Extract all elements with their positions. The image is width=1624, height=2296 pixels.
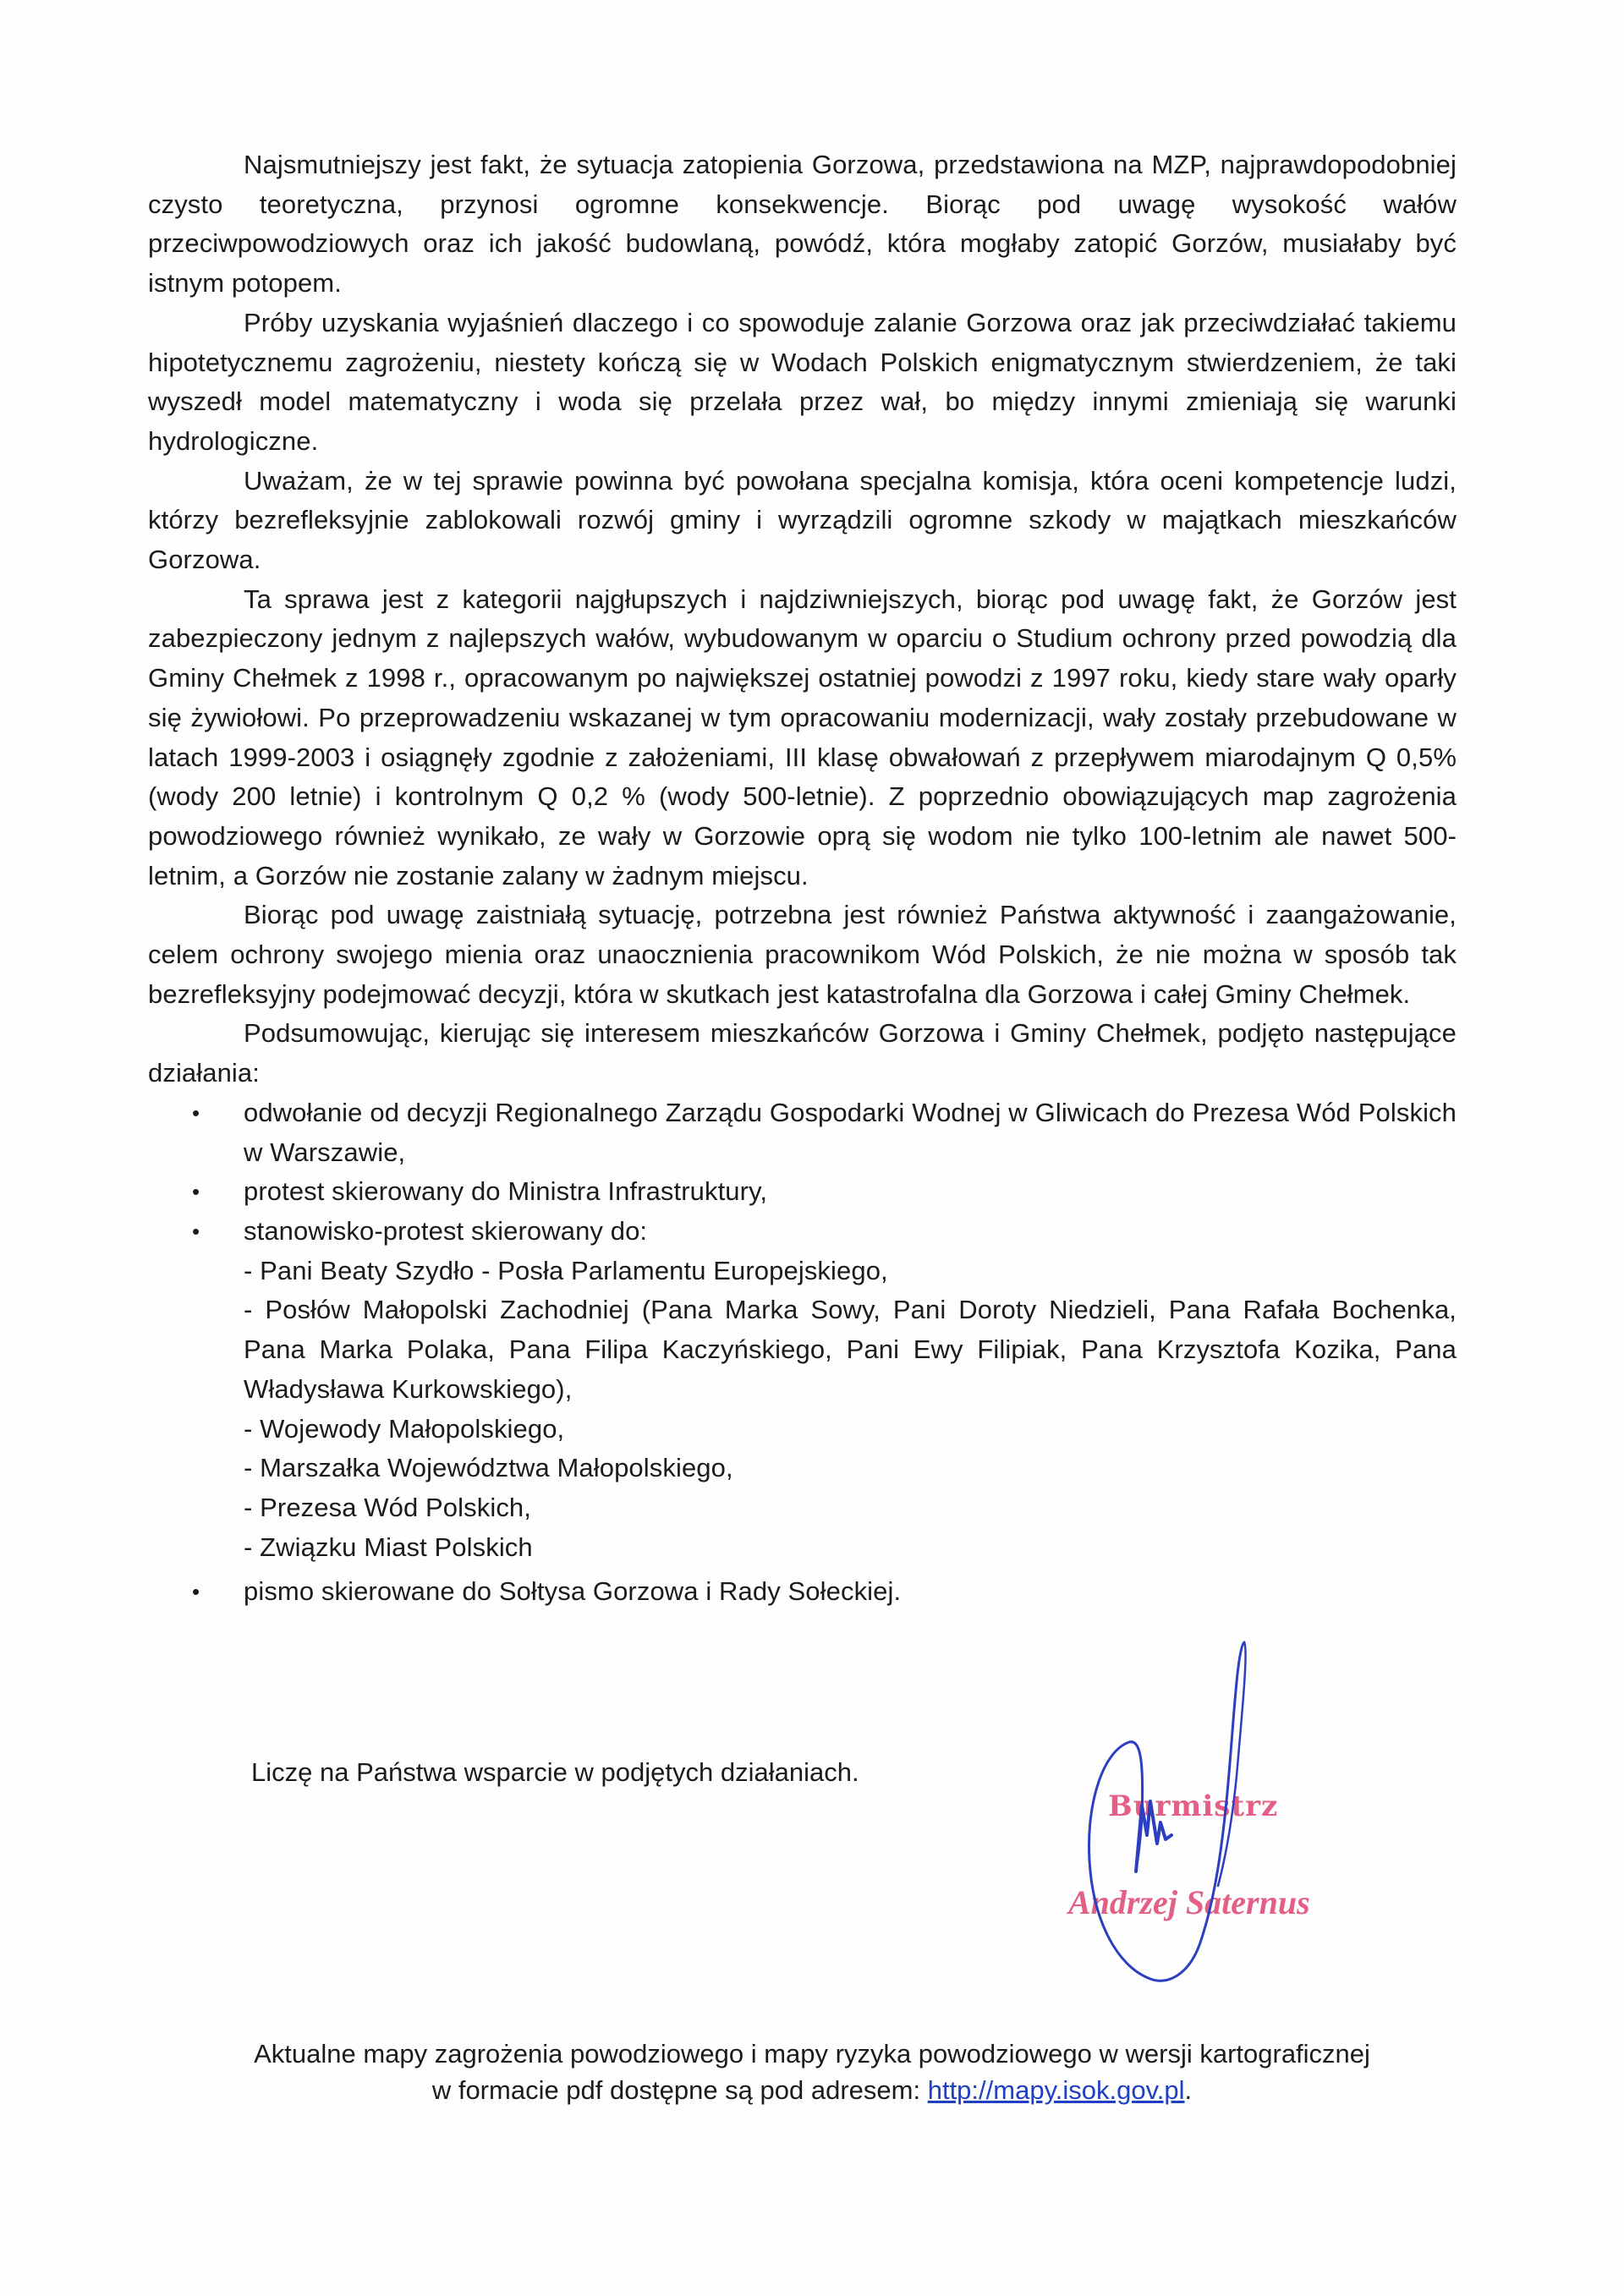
recipient-item: - Związku Miast Polskich bbox=[244, 1532, 533, 1562]
recipient-item: - Prezesa Wód Polskich, bbox=[244, 1492, 531, 1522]
bullet-icon: • bbox=[192, 1218, 200, 1244]
footer-note bbox=[148, 2036, 1476, 2108]
actions-list bbox=[148, 1093, 1457, 1612]
action-item bbox=[148, 1572, 1457, 1612]
recipient-item: - Pani Beaty Szydło - Posła Parlamentu Europejskiego, bbox=[244, 1255, 888, 1285]
footer-line-1: Aktualne mapy zagrożenia powodziowego i mapy ryzyka powodziowego w wersji kartograficznej bbox=[254, 2039, 1370, 2069]
bullet-icon: • bbox=[192, 1099, 200, 1126]
stamp-title: Burmistrz bbox=[1108, 1789, 1279, 1823]
action-text: odwołanie od decyzji Regionalnego Zarządu Gospodarki Wodnej w Gliwicach do Prezesa Wód Polskich w Warszawie, bbox=[244, 1097, 1457, 1167]
signature-block bbox=[1015, 1632, 1396, 2013]
footer-line-2 bbox=[148, 2072, 1476, 2108]
recipient-item: - Marszałka Województwa Małopolskiego, bbox=[244, 1453, 733, 1483]
bullet-icon: • bbox=[192, 1579, 200, 1605]
paragraph-5: Biorąc pod uwagę zaistniałą sytuację, potrzebna jest również Państwa aktywność i zaangażowanie, celem ochrony swojego mienia oraz unaocznienia pracownikom Wód Polskich, że nie można w sposób tak bezrefleksyjny podejmować decyzji, która w skutkach jest katastrofalna dla Gorzowa i całej Gminy Chełmek. bbox=[148, 900, 1457, 1009]
paragraph-3: Uważam, że w tej sprawie powinna być powołana specjalna komisja, która oceni kompetencje ludzi, którzy bezrefleksyjnie zablokowali rozwój gminy i wyrządzili ogromne szkody w majątkach mieszkańców Gorzowa. bbox=[148, 465, 1457, 575]
action-item bbox=[148, 1212, 1457, 1567]
stamp-name: Andrzej Saternus bbox=[1068, 1883, 1310, 1921]
footer-line-2-text: w formacie pdf dostępne są pod adresem: bbox=[431, 2075, 928, 2105]
action-text: stanowisko-protest skierowany do: bbox=[244, 1215, 648, 1246]
recipient-item: - Posłów Małopolski Zachodniej (Pana Marka Sowy, Pani Doroty Niedzieli, Pana Rafała Bochenka, Pana Marka Polaka, Pana Filipa Kaczyńskiego, Pani Ewy Filipiak, Pana Krzysztofa Kozika, Pana Władysława Kurkowskiego), bbox=[244, 1295, 1457, 1404]
paragraph-2: Próby uzyskania wyjaśnień dlaczego i co spowoduje zalanie Gorzowa oraz jak przeciwdziałać takiemu hipotetycznemu zagrożeniu, niestety kończą się w Wodach Polskich enigmatycznym stwierdzeniem, że taki wyszedł model matematyczny i woda się przelała przez wał, bo między innymi zmieniają się warunki hydrologiczne. bbox=[148, 307, 1457, 456]
footer-line-2-suffix: . bbox=[1184, 2075, 1193, 2105]
paragraph-6: Podsumowując, kierując się interesem mieszkańców Gorzowa i Gminy Chełmek, podjęto następujące działania: bbox=[148, 1018, 1457, 1088]
closing-line: Liczę na Państwa wsparcie w podjętych działaniach. bbox=[251, 1757, 859, 1787]
bullet-icon: • bbox=[192, 1179, 200, 1205]
paragraph-1: Najsmutniejszy jest fakt, że sytuacja zatopienia Gorzowa, przedstawiona na MZP, najprawdopodobniej czysto teoretyczna, przynosi ogromne konsekwencje. Biorąc pod uwagę wysokość wałów przeciwpowodziowych oraz ich jakość budowlaną, powódź, która mogłaby zatopić Gorzów, musiałaby być istnym potopem. bbox=[148, 150, 1457, 299]
handwritten-signature-icon bbox=[1015, 1632, 1396, 2013]
action-text: protest skierowany do Ministra Infrastruktury, bbox=[244, 1176, 768, 1207]
recipients-list bbox=[244, 1252, 1457, 1568]
action-item bbox=[148, 1172, 1457, 1212]
recipient-item: - Wojewody Małopolskiego, bbox=[244, 1413, 565, 1444]
maps-link[interactable]: http://mapy.isok.gov.pl bbox=[927, 2075, 1185, 2105]
action-item bbox=[148, 1093, 1457, 1172]
letter-body bbox=[148, 145, 1457, 1612]
paragraph-4: Ta sprawa jest z kategorii najgłupszych i najdziwniejszych, biorąc pod uwagę fakt, że Gorzów jest zabezpieczony jednym z najlepszych wałów, wybudowanym w oparciu o Studium ochrony przed powodzią dla Gminy Chełmek z 1998 r., opracowanym po największej ostatniej powodzi z 1997 roku, kiedy stare wały oparły się żywiołowi. Po przeprowadzeniu wskazanej w tym opracowaniu modernizacji, wały zostały przebudowane w latach 1999-2003 i osiągnęły zgodnie z założeniami, III klasę obwałowań z przepływem miarodajnym Q 0,5% (wody 200 letnie) i kontrolnym Q 0,2 % (wody 500-letnie). Z poprzednio obowiązujących map zagrożenia powodziowego również wynikało, ze wały w Gorzowie oprą się wodom nie tylko 100-letnim ale nawet 500-letnim, a Gorzów nie zostanie zalany w żadnym miejscu. bbox=[148, 584, 1457, 890]
action-text: pismo skierowane do Sołtysa Gorzowa i Rady Sołeckiej. bbox=[244, 1576, 902, 1607]
